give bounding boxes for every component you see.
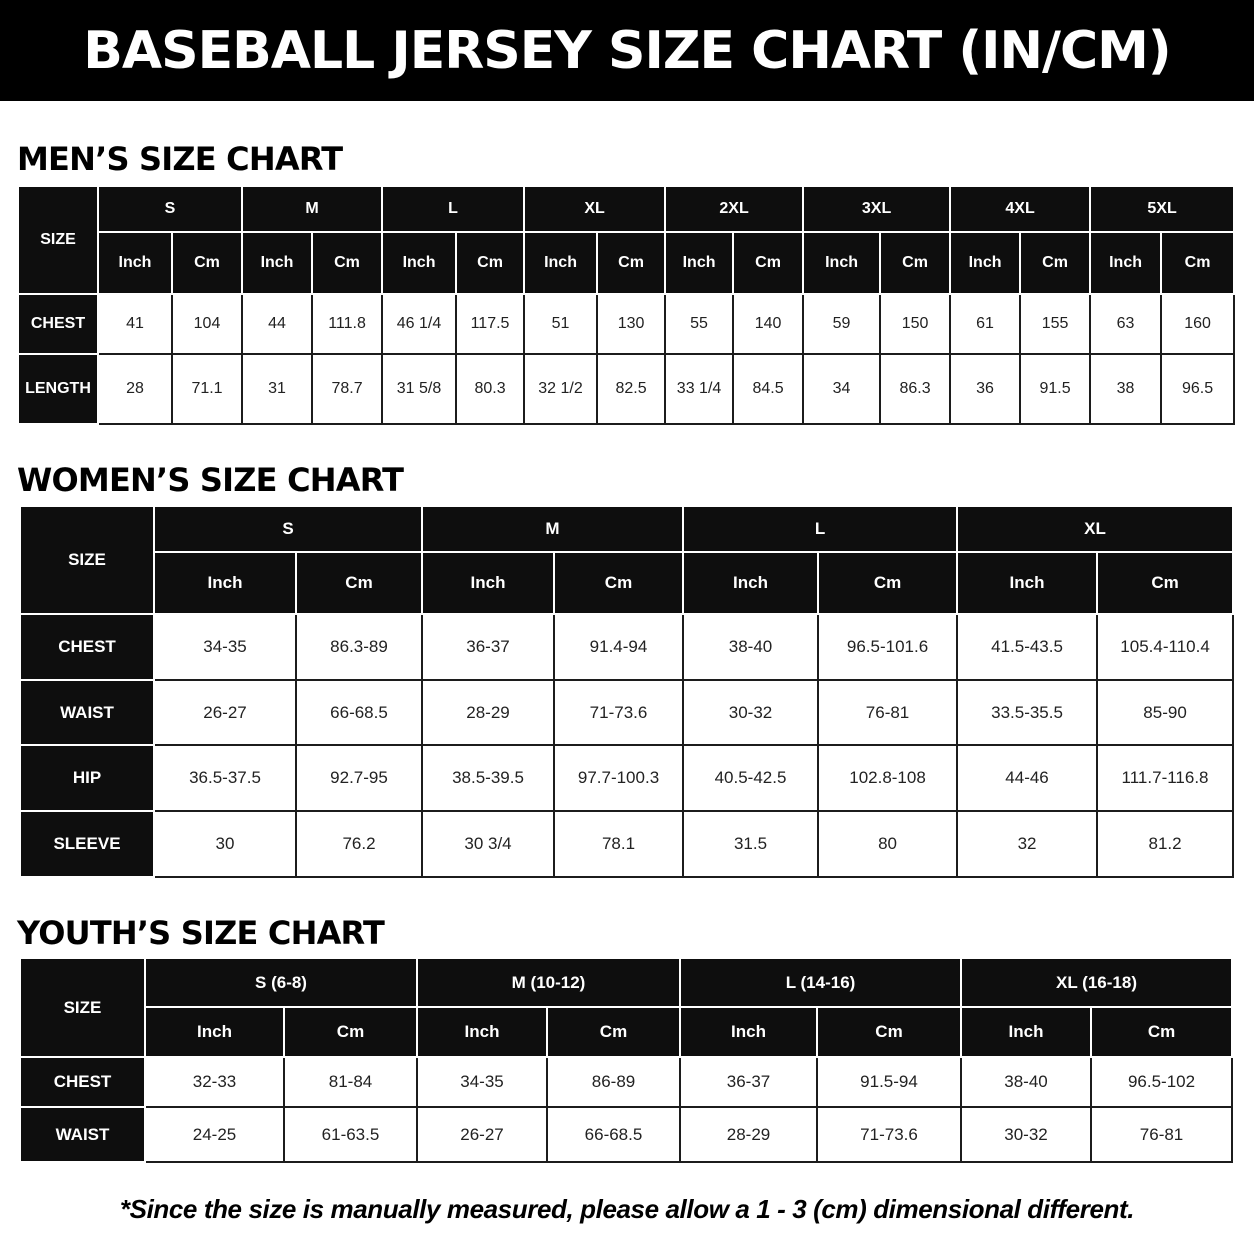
table-row (18, 294, 1234, 354)
measurement-cell: 31 5/8 (382, 354, 456, 424)
inch-unit-header: Inch (950, 232, 1020, 294)
measurement-cell: 150 (880, 294, 950, 354)
measurement-cell: 32 1/2 (524, 354, 597, 424)
measurement-cell: 71.1 (172, 354, 242, 424)
measurement-cell: 111.8 (312, 294, 382, 354)
size-group-header: S (154, 506, 422, 552)
measurement-cell: 26-27 (154, 680, 296, 745)
inch-unit-header: Inch (1090, 232, 1161, 294)
measurement-cell: 44 (242, 294, 312, 354)
measurement-cell: 78.1 (554, 811, 683, 877)
measurement-cell: 80 (818, 811, 957, 877)
inch-unit-header: Inch (680, 1007, 817, 1057)
inch-unit-header: Inch (665, 232, 733, 294)
measurement-cell: 160 (1161, 294, 1234, 354)
cm-unit-header: Cm (1020, 232, 1090, 294)
size-group-header: XL (16-18) (961, 958, 1232, 1007)
size-group-header: S (98, 186, 242, 232)
size-group-header: L (382, 186, 524, 232)
measurement-cell: 41.5-43.5 (957, 614, 1097, 680)
table-row (20, 811, 1233, 877)
measurement-cell: 59 (803, 294, 880, 354)
measurement-cell: 81-84 (284, 1057, 417, 1107)
table-row (20, 680, 1233, 745)
measurement-cell: 155 (1020, 294, 1090, 354)
measurement-cell: 40.5-42.5 (683, 745, 818, 811)
measurement-cell: 38 (1090, 354, 1161, 424)
measurement-cell: 32-33 (145, 1057, 284, 1107)
cm-unit-header: Cm (284, 1007, 417, 1057)
measurement-cell: 96.5 (1161, 354, 1234, 424)
size-column-header: SIZE (20, 958, 145, 1057)
unit-header-row (18, 232, 1234, 294)
measurement-cell: 55 (665, 294, 733, 354)
size-group-header: 5XL (1090, 186, 1234, 232)
table-row (18, 354, 1234, 424)
measurement-cell: 30 (154, 811, 296, 877)
measurement-cell: 28-29 (422, 680, 554, 745)
unit-header-row (20, 1007, 1232, 1057)
row-label: CHEST (20, 614, 154, 680)
measurement-cell: 92.7-95 (296, 745, 422, 811)
size-header-row (20, 506, 1233, 552)
cm-unit-header: Cm (456, 232, 524, 294)
measurement-cell: 78.7 (312, 354, 382, 424)
measurement-cell: 30-32 (683, 680, 818, 745)
measurement-cell: 63 (1090, 294, 1161, 354)
measurement-cell: 76-81 (818, 680, 957, 745)
size-group-header: S (6-8) (145, 958, 417, 1007)
cm-unit-header: Cm (880, 232, 950, 294)
inch-unit-header: Inch (957, 552, 1097, 614)
cm-unit-header: Cm (597, 232, 665, 294)
size-group-header: M (422, 506, 683, 552)
row-label: WAIST (20, 1107, 145, 1162)
measurement-cell: 104 (172, 294, 242, 354)
inch-unit-header: Inch (145, 1007, 284, 1057)
measurement-cell: 71-73.6 (554, 680, 683, 745)
measurement-cell: 46 1/4 (382, 294, 456, 354)
measurement-cell: 36-37 (422, 614, 554, 680)
size-column-header: SIZE (18, 186, 98, 294)
row-label: CHEST (20, 1057, 145, 1107)
measurement-cell: 91.5 (1020, 354, 1090, 424)
measurement-cell: 61-63.5 (284, 1107, 417, 1162)
measurement-cell: 86-89 (547, 1057, 680, 1107)
measurement-cell: 61 (950, 294, 1020, 354)
size-group-header: 2XL (665, 186, 803, 232)
measurement-cell: 38.5-39.5 (422, 745, 554, 811)
measurement-cell: 84.5 (733, 354, 803, 424)
measurement-cell: 34-35 (417, 1057, 547, 1107)
inch-unit-header: Inch (98, 232, 172, 294)
table-row (20, 1107, 1232, 1162)
size-column-header: SIZE (20, 506, 154, 614)
cm-unit-header: Cm (1097, 552, 1233, 614)
measurement-cell: 111.7-116.8 (1097, 745, 1233, 811)
cm-unit-header: Cm (547, 1007, 680, 1057)
measurement-cell: 28 (98, 354, 172, 424)
inch-unit-header: Inch (524, 232, 597, 294)
cm-unit-header: Cm (817, 1007, 961, 1057)
measurement-cell: 24-25 (145, 1107, 284, 1162)
measurement-cell: 30 3/4 (422, 811, 554, 877)
measurement-cell: 105.4-110.4 (1097, 614, 1233, 680)
measurement-cell: 51 (524, 294, 597, 354)
measurement-cell: 76-81 (1091, 1107, 1232, 1162)
measurement-cell: 38-40 (683, 614, 818, 680)
size-group-header: M (242, 186, 382, 232)
measurement-cell: 86.3-89 (296, 614, 422, 680)
cm-unit-header: Cm (1091, 1007, 1232, 1057)
measurement-cell: 36.5-37.5 (154, 745, 296, 811)
measurement-cell: 33.5-35.5 (957, 680, 1097, 745)
measurement-cell: 117.5 (456, 294, 524, 354)
row-label: LENGTH (18, 354, 98, 424)
inch-unit-header: Inch (422, 552, 554, 614)
cm-unit-header: Cm (1161, 232, 1234, 294)
measurement-cell: 31 (242, 354, 312, 424)
size-group-header: M (10-12) (417, 958, 680, 1007)
size-header-row (18, 186, 1234, 232)
inch-unit-header: Inch (242, 232, 312, 294)
row-label: WAIST (20, 680, 154, 745)
measurement-cell: 28-29 (680, 1107, 817, 1162)
row-label: HIP (20, 745, 154, 811)
measurement-cell: 34 (803, 354, 880, 424)
measurement-cell: 44-46 (957, 745, 1097, 811)
measurement-cell: 32 (957, 811, 1097, 877)
youth-section-title: YOUTH’S SIZE CHART (17, 914, 384, 952)
measurement-cell: 91.5-94 (817, 1057, 961, 1107)
measurement-cell: 140 (733, 294, 803, 354)
measurement-cell: 36 (950, 354, 1020, 424)
inch-unit-header: Inch (154, 552, 296, 614)
measurement-cell: 96.5-101.6 (818, 614, 957, 680)
measurement-cell: 102.8-108 (818, 745, 957, 811)
row-label: SLEEVE (20, 811, 154, 877)
cm-unit-header: Cm (296, 552, 422, 614)
page-title: BASEBALL JERSEY SIZE CHART (IN/CM) (0, 0, 1254, 101)
measurement-cell: 66-68.5 (547, 1107, 680, 1162)
measurement-cell: 80.3 (456, 354, 524, 424)
size-group-header: XL (957, 506, 1233, 552)
measurement-cell: 66-68.5 (296, 680, 422, 745)
unit-header-row (20, 552, 1233, 614)
cm-unit-header: Cm (554, 552, 683, 614)
measurement-cell: 33 1/4 (665, 354, 733, 424)
footnote: *Since the size is manually measured, please allow a 1 - 3 (cm) dimensional different. (119, 1194, 1135, 1224)
measurement-cell: 41 (98, 294, 172, 354)
cm-unit-header: Cm (172, 232, 242, 294)
cm-unit-header: Cm (818, 552, 957, 614)
measurement-cell: 82.5 (597, 354, 665, 424)
measurement-cell: 26-27 (417, 1107, 547, 1162)
measurement-cell: 38-40 (961, 1057, 1091, 1107)
size-group-header: L (14-16) (680, 958, 961, 1007)
women-size-table (19, 505, 1234, 878)
inch-unit-header: Inch (683, 552, 818, 614)
measurement-cell: 76.2 (296, 811, 422, 877)
table-row (20, 745, 1233, 811)
measurement-cell: 34-35 (154, 614, 296, 680)
measurement-cell: 130 (597, 294, 665, 354)
size-group-header: 3XL (803, 186, 950, 232)
measurement-cell: 96.5-102 (1091, 1057, 1232, 1107)
inch-unit-header: Inch (382, 232, 456, 294)
cm-unit-header: Cm (312, 232, 382, 294)
cm-unit-header: Cm (733, 232, 803, 294)
measurement-cell: 36-37 (680, 1057, 817, 1107)
size-group-header: L (683, 506, 957, 552)
measurement-cell: 85-90 (1097, 680, 1233, 745)
men-size-table (17, 185, 1235, 425)
measurement-cell: 81.2 (1097, 811, 1233, 877)
size-header-row (20, 958, 1232, 1007)
youth-size-table (19, 957, 1233, 1163)
row-label: CHEST (18, 294, 98, 354)
size-group-header: XL (524, 186, 665, 232)
measurement-cell: 30-32 (961, 1107, 1091, 1162)
inch-unit-header: Inch (961, 1007, 1091, 1057)
table-row (20, 614, 1233, 680)
women-section-title: WOMEN’S SIZE CHART (17, 461, 404, 499)
inch-unit-header: Inch (803, 232, 880, 294)
size-group-header: 4XL (950, 186, 1090, 232)
measurement-cell: 71-73.6 (817, 1107, 961, 1162)
measurement-cell: 97.7-100.3 (554, 745, 683, 811)
inch-unit-header: Inch (417, 1007, 547, 1057)
men-section-title: MEN’S SIZE CHART (17, 140, 343, 178)
table-row (20, 1057, 1232, 1107)
measurement-cell: 86.3 (880, 354, 950, 424)
measurement-cell: 91.4-94 (554, 614, 683, 680)
measurement-cell: 31.5 (683, 811, 818, 877)
